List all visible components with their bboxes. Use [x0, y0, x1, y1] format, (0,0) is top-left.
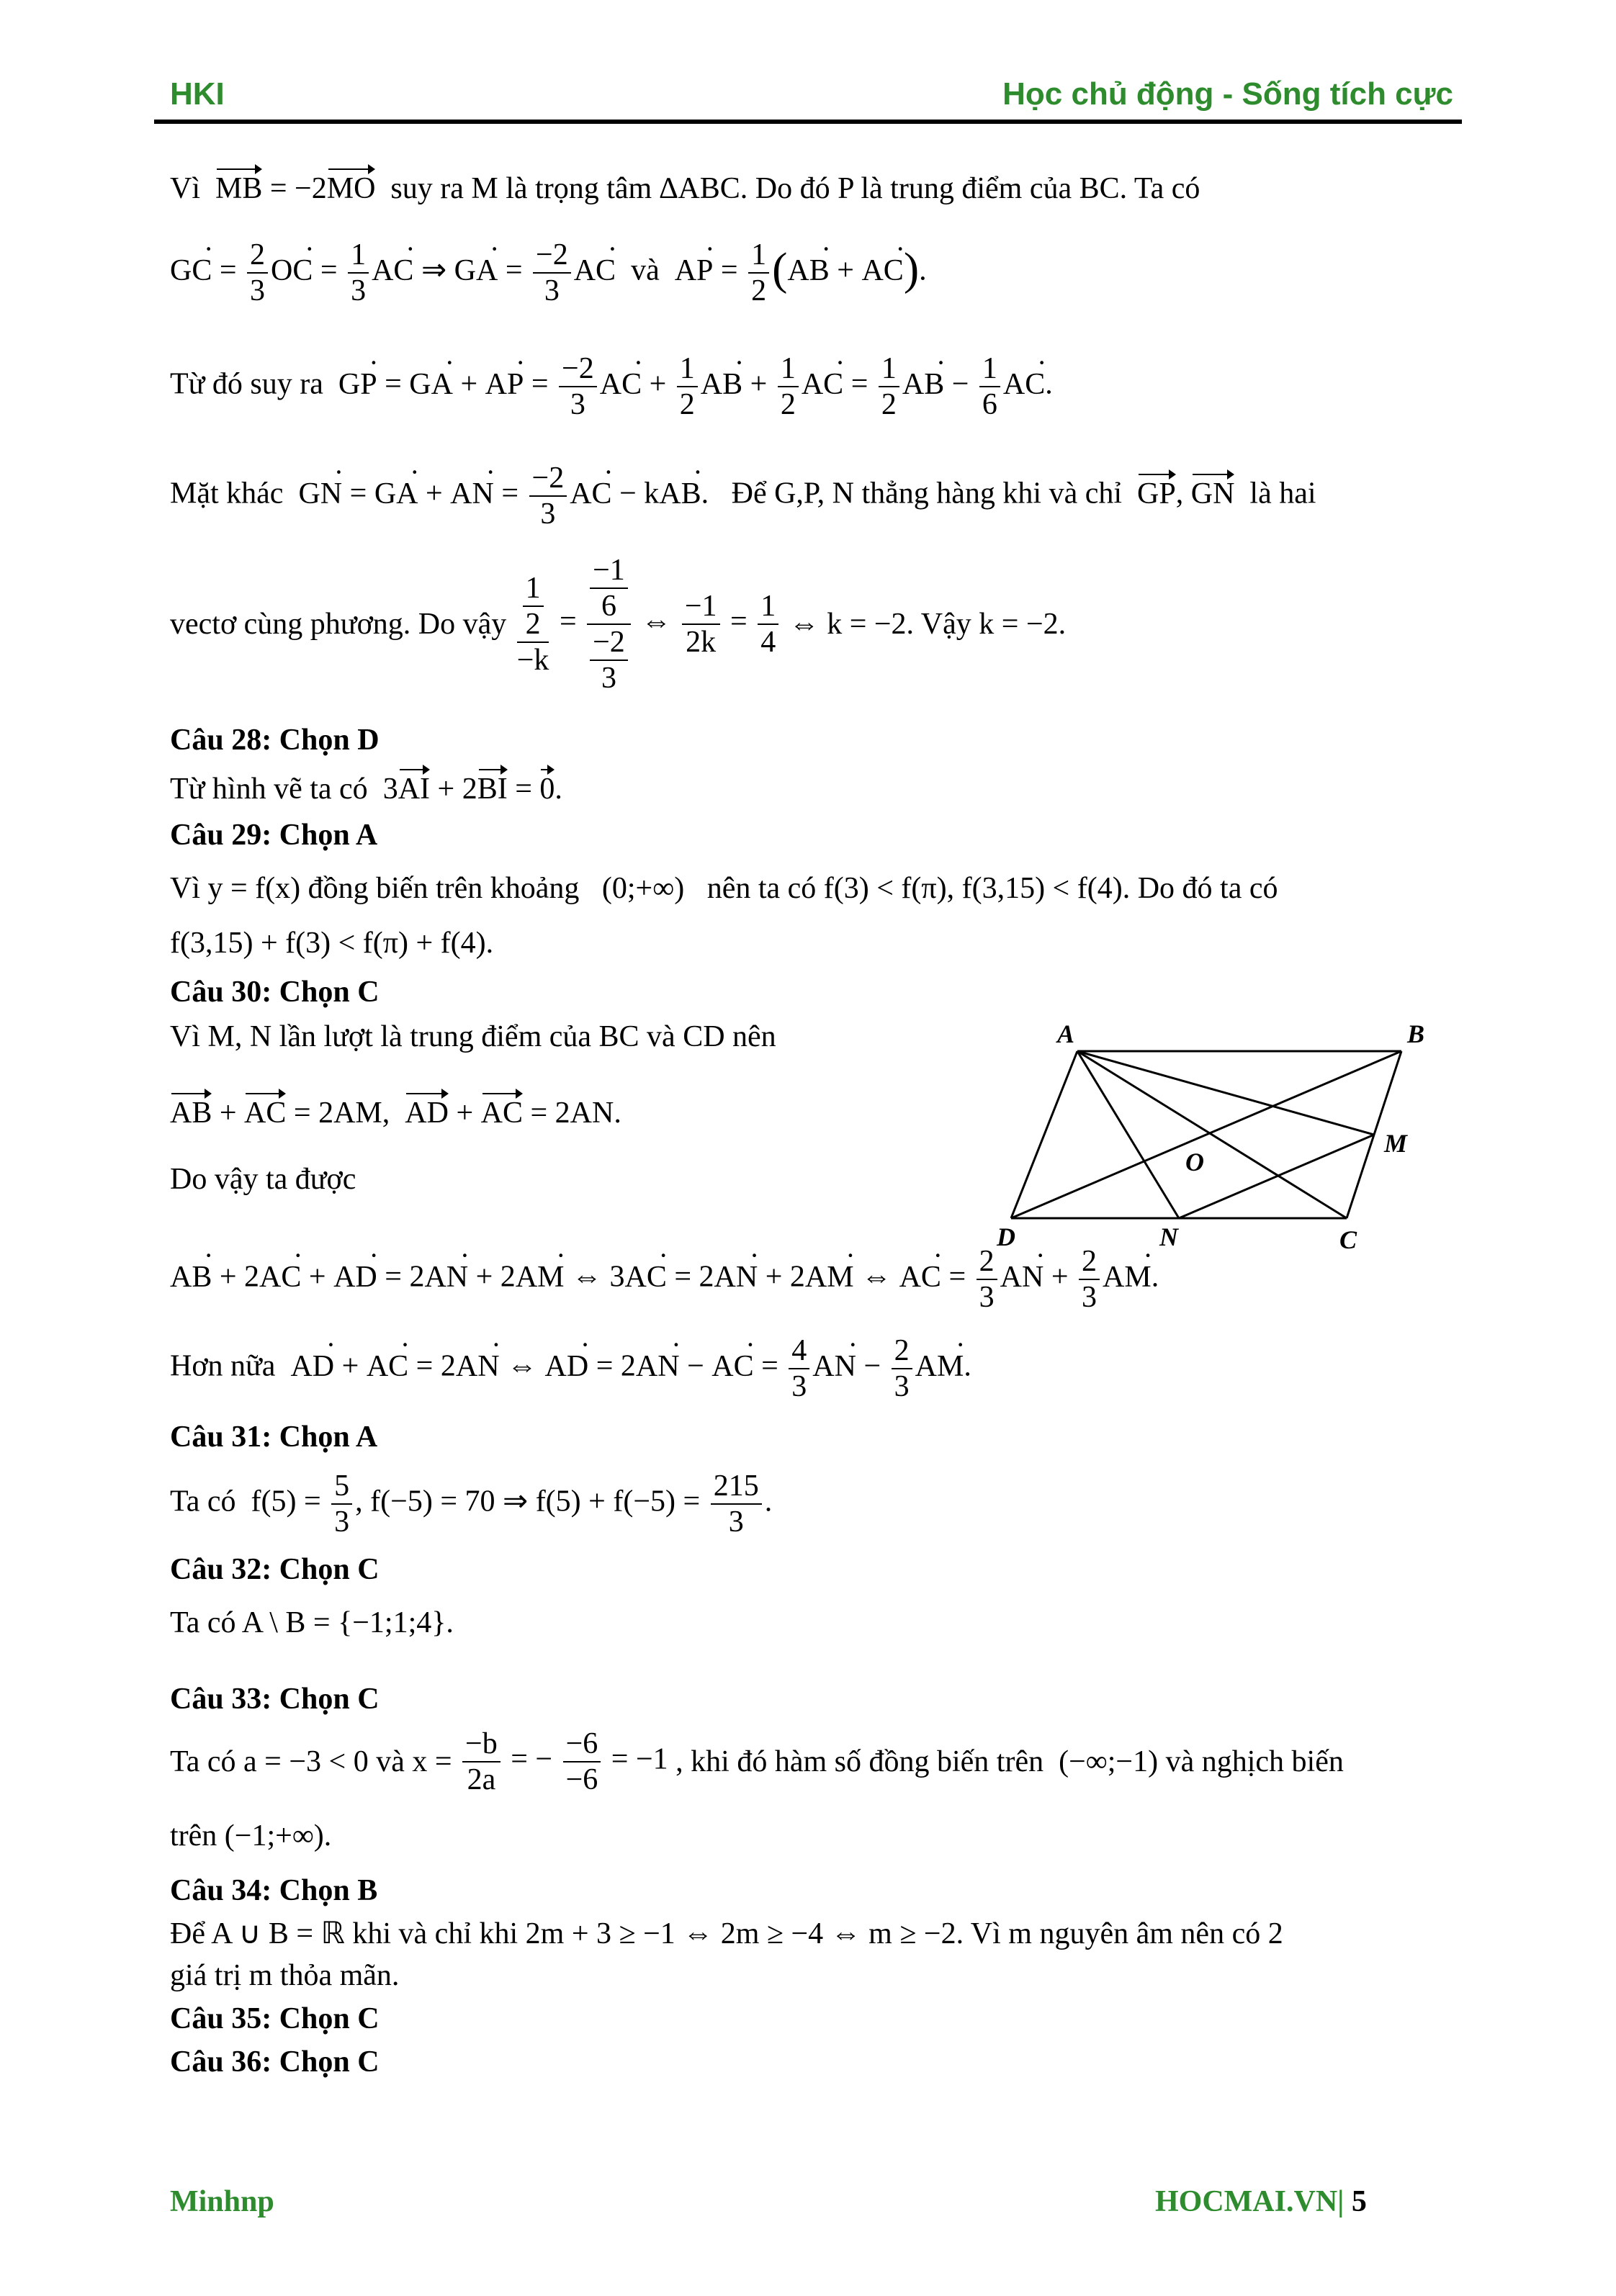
- label-M: M: [1384, 1129, 1408, 1158]
- q30-line-5: Hơn nữa AD · + AC · = 2AN · ⇔ AD · = 2AN · − AC · = $\frac{4}{3}$ AN · − $\frac{2}{3}$ AM ·.: [170, 1333, 971, 1404]
- line-1: Vì MB = −2MO suy ra M là trọng tâm ∆ABC. Do đó P là trung điểm của BC. Ta có: [170, 170, 1200, 207]
- header-right: Học chủ động - Sống tích cực: [1002, 76, 1453, 112]
- line-3: Từ đó suy ra GP · = GA · + AP · = $\frac{-2}{3}$ AC · + $\frac{1}{2}$ AB · + $\frac{1}{2}$ AC · = $\frac{1}{2}$ AB · − $\frac{1}{6}$ AC ·.: [170, 351, 1053, 422]
- header-left: HKI: [170, 76, 225, 112]
- q34-line-1: Để A ∪ B = ℝ khi và chỉ khi 2m + 3 ≥ −1 ⇔ 2m ≥ −4 ⇔ m ≥ −2. Vì m nguyên âm nên có 2: [170, 1917, 1283, 1950]
- q28-text: Từ hình vẽ ta có 3AI + 2BI = 0.: [170, 770, 562, 808]
- question-36: Câu 36: Chọn C: [170, 2045, 380, 2079]
- label-O: O: [1185, 1148, 1204, 1176]
- q30-line-4: AB · + 2AC · + AD · = 2AN · + 2AM · ⇔ 3AC · = 2AN · + 2AM · ⇔ AC · = $\frac{2}{3}$ AN · + $\frac{2}{3}$ AM ·.: [170, 1244, 1159, 1315]
- diag-AC: [1077, 1051, 1347, 1218]
- footer-site: HOCMAI.VN| 5: [1155, 2185, 1367, 2218]
- question-33: Câu 33: Chọn C: [170, 1683, 380, 1716]
- question-29: Câu 29: Chọn A: [170, 819, 378, 852]
- q30-line-3: Do vậy ta được: [170, 1163, 356, 1196]
- label-B: B: [1407, 1019, 1425, 1048]
- header-rule: [154, 120, 1462, 124]
- q29-line-1: Vì y = f(x) đồng biến trên khoảng (0;+∞) nên ta có f(3) < f(π), f(3,15) < f(4). Do đó ta có: [170, 872, 1278, 905]
- seg-AM: [1077, 1051, 1374, 1135]
- line-5: vectơ cùng phương. Do vậy $\frac{\frac{1}{2}}{-k}$ = $\frac{\frac{-1}{6}}{\frac{-2}{3}}$ ⇔ $\frac{-1}{2k}$ = $\frac{1}{4}$ ⇔ k = −2. Vậy k = −2.: [170, 554, 1067, 695]
- q32-text: Ta có A \ B = {−1;1;4}.: [170, 1606, 454, 1639]
- label-N: N: [1159, 1223, 1178, 1251]
- question-32: Câu 32: Chọn C: [170, 1553, 380, 1586]
- label-C: C: [1339, 1225, 1357, 1253]
- parallelogram-figure: [994, 1008, 1455, 1253]
- seg-MN: [1179, 1135, 1374, 1218]
- question-28: Câu 28: Chọn D: [170, 724, 380, 757]
- q29-line-2: f(3,15) + f(3) < f(π) + f(4).: [170, 927, 494, 960]
- q34-line-2: giá trị m thỏa mãn.: [170, 1959, 400, 1992]
- line-4: Mặt khác GN · = GA · + AN · = $\frac{-2}{3}$ AC · − kAB ·. Để G,P, N thẳng hàng khi và chỉ GP, GN là hai: [170, 461, 1316, 531]
- question-30: Câu 30: Chọn C: [170, 976, 380, 1009]
- question-35: Câu 35: Chọn C: [170, 2002, 380, 2035]
- footer-author: Minhnp: [170, 2185, 274, 2218]
- label-A: A: [1057, 1019, 1075, 1048]
- q33-line-2: trên (−1;+∞).: [170, 1819, 332, 1852]
- question-34: Câu 34: Chọn B: [170, 1874, 378, 1907]
- q31-text: Ta có f(5) = $\frac{5}{3}$ , f(−5) = 70 ⇒ f(5) + f(−5) = $\frac{215}{3}$ .: [170, 1469, 773, 1539]
- label-D: D: [997, 1223, 1015, 1251]
- diag-BD: [1011, 1051, 1401, 1218]
- q30-line-1: Vì M, N lần lượt là trung điểm của BC và CD nên: [170, 1020, 776, 1053]
- q33-line-1: Ta có a = −3 < 0 và x = $\frac{-b}{2a}$ = − $\frac{-6}{-6}$ = −1 , khi đó hàm số đồng biến trên (−∞;−1) và nghịch biến: [170, 1727, 1344, 1796]
- q30-line-2: AB + AC = 2AM, AD + AC = 2AN.: [170, 1094, 621, 1132]
- question-31: Câu 31: Chọn A: [170, 1421, 378, 1454]
- page-number: 5: [1351, 2185, 1367, 2218]
- line-2: GC · = $\frac{2}{3}$ OC · = $\frac{1}{3}$ AC · ⇒ GA · = $\frac{-2}{3}$ AC · và AP · = $\frac{1}{2}$ (AB · + AC ·).: [170, 238, 927, 308]
